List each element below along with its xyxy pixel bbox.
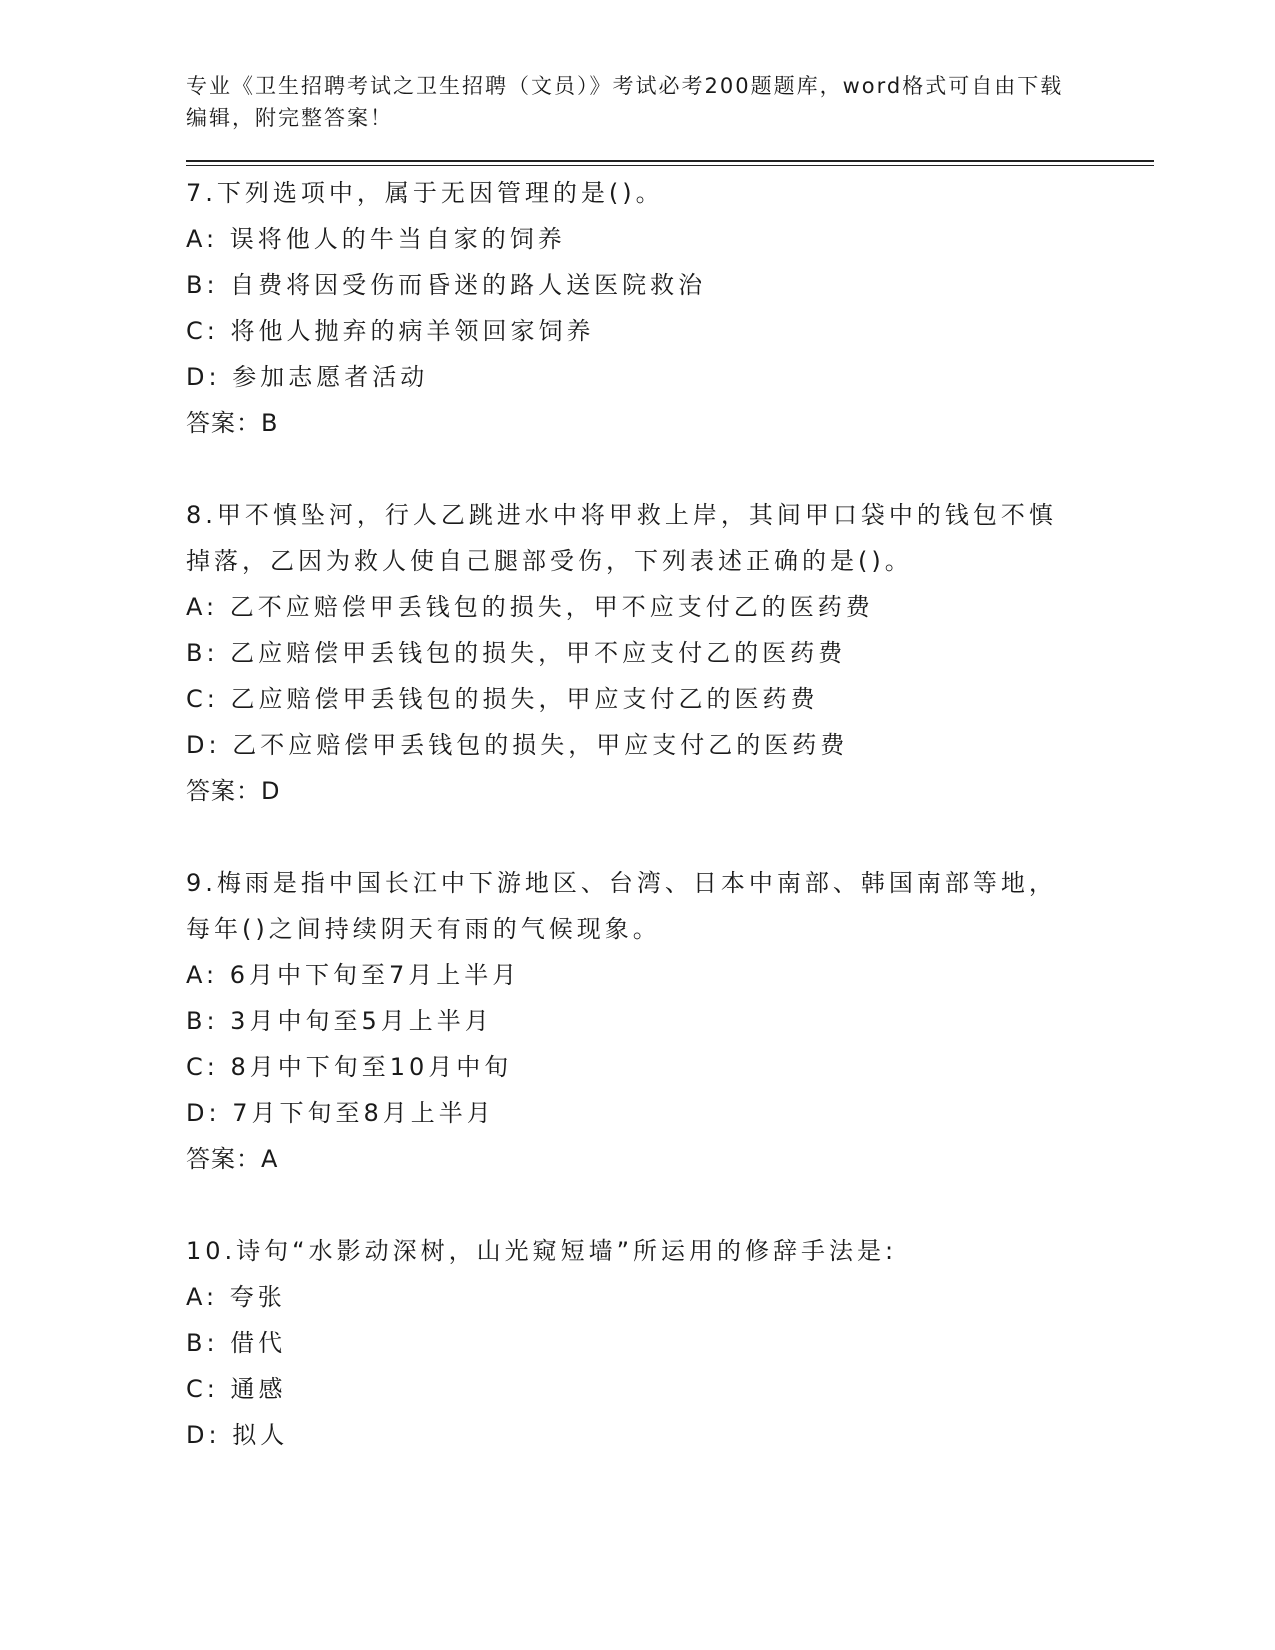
option-b: B: 借代 [186,1329,287,1357]
option-a: A: 6月中下旬至7月上半月 [186,961,521,989]
option-b: B: 乙应赔偿甲丢钱包的损失，甲不应支付乙的医药费 [186,639,847,667]
header-divider [186,160,1154,166]
question-stem: 7.下列选项中，属于无因管理的是()。 [186,179,664,207]
option-c: C: 乙应赔偿甲丢钱包的损失，甲应支付乙的医药费 [186,685,819,713]
option-a: A: 误将他人的牛当自家的饲养 [186,225,566,253]
option-c: C: 8月中下旬至10月中旬 [186,1053,513,1081]
option-d: D: 乙不应赔偿甲丢钱包的损失，甲应支付乙的医药费 [186,731,849,759]
answer-line: 答案：A [186,1145,279,1173]
option-b: B: 自费将因受伤而昏迷的路人送医院救治 [186,271,707,299]
option-b: B: 3月中旬至5月上半月 [186,1007,493,1035]
answer-line: 答案：B [186,409,279,437]
option-c: C: 将他人抛弃的病羊领回家饲养 [186,317,595,345]
question-8 [186,492,1156,814]
question-stem: 10.诗句“水影动深树，山光窥短墙”所运用的修辞手法是: [186,1237,898,1265]
answer-line: 答案：D [186,777,281,805]
option-d: D: 参加志愿者活动 [186,363,429,391]
option-a: A: 夸张 [186,1283,286,1311]
option-d: D: 拟人 [186,1421,289,1449]
question-stem: 8.甲不慎坠河，行人乙跳进水中将甲救上岸，其间甲口袋中的钱包不慎掉落，乙因为救人使自己腿部受伤，下列表述正确的是()。 [186,501,1057,575]
question-10 [186,1228,1156,1458]
question-stem: 9.梅雨是指中国长江中下游地区、台湾、日本中南部、韩国南部等地，每年()之间持续阴天有雨的气候现象。 [186,869,1057,943]
question-7 [186,170,1156,446]
document-header: 专业《卫生招聘考试之卫生招聘（文员）》考试必考200题题库，word格式可自由下载编辑，附完整答案！ [186,74,1064,130]
option-a: A: 乙不应赔偿甲丢钱包的损失，甲不应支付乙的医药费 [186,593,874,621]
option-c: C: 通感 [186,1375,287,1403]
question-list [186,170,1156,1458]
question-9 [186,860,1156,1182]
option-d: D: 7月下旬至8月上半月 [186,1099,495,1127]
document-page [186,70,1156,1504]
